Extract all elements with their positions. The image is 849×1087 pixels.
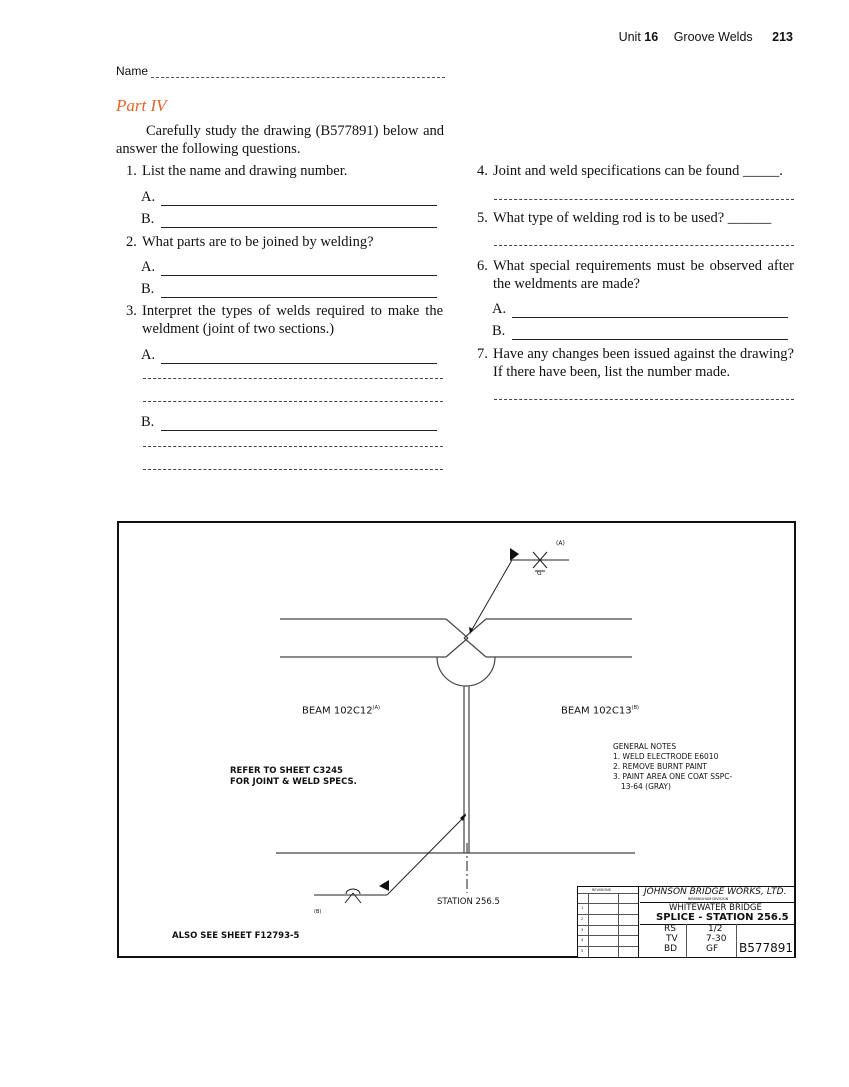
answer-1a bbox=[141, 188, 437, 206]
part-title: Part IV bbox=[116, 96, 167, 115]
answer-3a-line[interactable] bbox=[161, 349, 437, 364]
question-text: List the name and drawing number. bbox=[142, 163, 348, 179]
station-label: STATION 256.5 bbox=[437, 897, 500, 907]
answer-7-line[interactable] bbox=[494, 398, 794, 400]
question-number: 1. bbox=[126, 163, 137, 179]
name-field-row bbox=[116, 64, 445, 78]
field-weld-flag-b-icon bbox=[379, 880, 389, 891]
question-text: What special requirements must be observed after the weldments are made? bbox=[493, 258, 794, 292]
weld-ref-a: (A) bbox=[556, 540, 565, 547]
question-text: What parts are to be joined by welding? bbox=[142, 234, 374, 250]
answer-label: B. bbox=[141, 211, 155, 227]
answer-2b bbox=[141, 280, 437, 298]
name-input-line[interactable] bbox=[151, 66, 445, 78]
question-text: Interpret the types of welds required to make the weldment (joint of two sections.) bbox=[142, 303, 443, 337]
general-notes: GENERAL NOTES 1. WELD ELECTRODE E6010 2. REMOVE BURNT PAINT 3. PAINT AREA ONE COAT SSPC- 13-64 (GRAY) bbox=[613, 742, 733, 791]
answer-3b bbox=[141, 413, 437, 431]
answer-2a bbox=[141, 258, 437, 276]
answer-2a-line[interactable] bbox=[161, 261, 437, 276]
answer-6a-line[interactable] bbox=[512, 303, 788, 318]
unit-number: 16 bbox=[644, 30, 659, 44]
answer-label: A. bbox=[141, 347, 156, 363]
general-notes-title: GENERAL NOTES bbox=[613, 742, 677, 751]
question-text: Joint and weld specifications can be found _____. bbox=[493, 163, 783, 179]
title-block bbox=[577, 886, 794, 957]
answer-6b bbox=[492, 322, 788, 340]
groove-finish-symbol: G bbox=[537, 570, 542, 577]
answer-2b-line[interactable] bbox=[161, 283, 437, 298]
division-name: BIRMINGHAM DIVISION bbox=[688, 897, 729, 901]
answer-1a-line[interactable] bbox=[161, 191, 437, 206]
question-number: 6. bbox=[477, 258, 488, 274]
answer-3b-line-2[interactable] bbox=[143, 445, 443, 447]
approved-by: GF bbox=[706, 944, 719, 954]
question-number: 3. bbox=[126, 303, 137, 319]
scale: 1/2 bbox=[708, 924, 723, 934]
page-number: 213 bbox=[772, 30, 793, 44]
question-number: 7. bbox=[477, 346, 488, 362]
question-number: 2. bbox=[126, 234, 137, 250]
drawing-title: SPLICE - STATION 256.5 bbox=[656, 912, 789, 923]
field-weld-flag-a-icon bbox=[510, 548, 519, 561]
answer-6b-line[interactable] bbox=[512, 325, 788, 340]
drawn-by: RS bbox=[664, 924, 676, 934]
running-header bbox=[619, 30, 793, 44]
weld-symbol-b bbox=[314, 815, 466, 903]
answer-label: B. bbox=[141, 414, 155, 430]
traced-by: BD bbox=[664, 944, 678, 954]
refer-note: REFER TO SHEET C3245 FOR JOINT & WELD SPECS. bbox=[230, 766, 357, 787]
answer-1b-line[interactable] bbox=[161, 213, 437, 228]
answer-label: B. bbox=[141, 281, 155, 297]
answer-label: B. bbox=[492, 323, 506, 339]
intro-text: Carefully study the drawing (B577891) below and answer the following questions. bbox=[116, 123, 444, 157]
revisions-header: REVISIONS bbox=[592, 888, 611, 892]
weld-symbol-a bbox=[470, 552, 569, 633]
beam-b-label: BEAM $102C13^{(B)}$ bbox=[561, 705, 639, 717]
question-3 bbox=[126, 302, 446, 342]
project-name: WHITEWATER BRIDGE bbox=[669, 903, 762, 913]
answer-3a-line-2[interactable] bbox=[143, 377, 443, 379]
question-number: 4. bbox=[477, 163, 488, 179]
question-text: What type of welding rod is to be used? ______ bbox=[493, 210, 772, 226]
revisions-table: REVISIONS 1 2 3 4 5 bbox=[578, 887, 639, 957]
answer-label: A. bbox=[141, 259, 156, 275]
answer-5-line[interactable] bbox=[494, 244, 794, 246]
chapter-title: Groove Welds bbox=[673, 30, 753, 44]
also-see-note: ALSO SEE SHEET F12793-5 bbox=[172, 931, 300, 941]
answer-3a bbox=[141, 346, 437, 364]
checked-by: TV bbox=[666, 934, 678, 944]
question-number: 5. bbox=[477, 210, 488, 226]
date: 7-30 bbox=[706, 934, 727, 944]
answer-label: A. bbox=[141, 189, 156, 205]
question-6 bbox=[477, 257, 797, 297]
weld-ref-b: (B) bbox=[314, 909, 322, 915]
answer-3b-line-3[interactable] bbox=[143, 468, 443, 470]
name-label: Name bbox=[116, 64, 149, 78]
drawing-number: B577891 bbox=[739, 941, 794, 955]
question-7 bbox=[477, 345, 797, 385]
company-name: JOHNSON BRIDGE WORKS, LTD. bbox=[644, 887, 787, 897]
engineering-drawing bbox=[117, 521, 796, 958]
answer-label: A. bbox=[492, 301, 507, 317]
answer-3a-line-3[interactable] bbox=[143, 400, 443, 402]
unit-label: Unit bbox=[618, 30, 641, 44]
answer-6a bbox=[492, 300, 788, 318]
answer-3b-line[interactable] bbox=[161, 416, 437, 431]
title-block-main bbox=[640, 887, 794, 957]
answer-4-line[interactable] bbox=[494, 198, 794, 200]
beam-a-label: BEAM $102C12^{(A)}$ bbox=[302, 705, 380, 717]
question-text: Have any changes been issued against the drawing? If there have been, list the number made. bbox=[493, 346, 794, 380]
answer-1b bbox=[141, 210, 437, 228]
